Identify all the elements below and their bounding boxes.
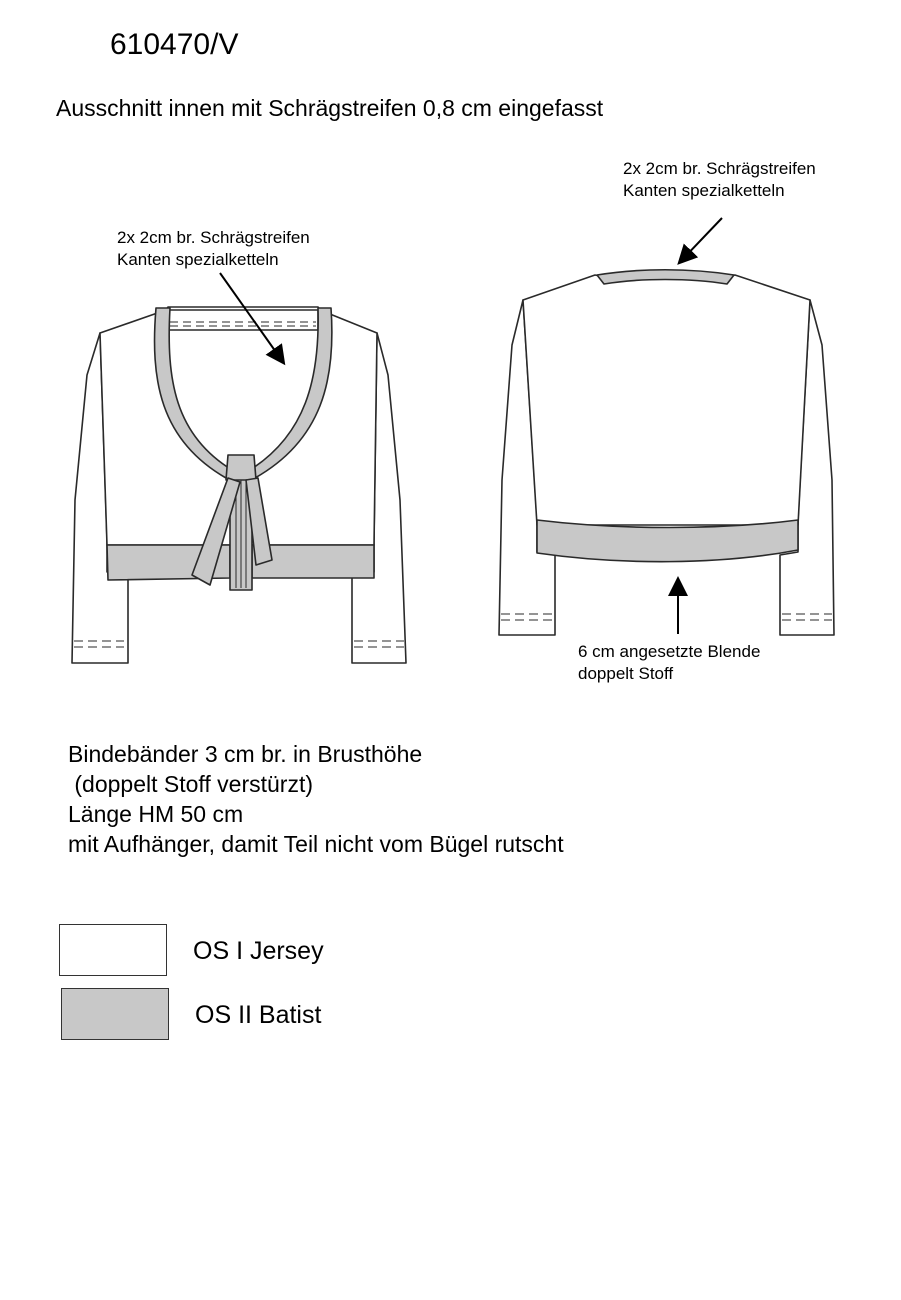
front-note-line-2: Kanten spezialketteln xyxy=(117,250,279,269)
hem-note-line-1: 6 cm angesetzte Blende xyxy=(578,642,761,661)
legend-jersey-swatch xyxy=(59,924,167,976)
notes-line-1: Bindebänder 3 cm br. in Brusthöhe xyxy=(68,741,423,767)
back-body xyxy=(523,275,810,525)
notes-line-4: mit Aufhänger, damit Teil nicht vom Bügel rutscht xyxy=(68,831,564,857)
legend-batist-swatch xyxy=(61,988,169,1040)
front-back-neck-band xyxy=(168,310,318,330)
front-view xyxy=(72,307,406,663)
legend-batist-label: OS II Batist xyxy=(195,1001,322,1029)
back-note-line-1: 2x 2cm br. Schrägstreifen xyxy=(623,159,816,178)
front-note-line-1: 2x 2cm br. Schrägstreifen xyxy=(117,228,310,247)
subtitle: Ausschnitt innen mit Schrägstreifen 0,8 cm eingefasst xyxy=(56,95,604,121)
notes-line-3: Länge HM 50 cm xyxy=(68,801,244,827)
back-neck-arrow xyxy=(680,218,722,262)
notes-line-2: (doppelt Stoff verstürzt) xyxy=(68,771,314,797)
back-hem-band xyxy=(537,520,798,562)
front-tie-knot xyxy=(226,455,256,480)
legend-jersey-label: OS I Jersey xyxy=(193,937,324,965)
back-view xyxy=(499,270,834,635)
model-number: 610470/V xyxy=(110,28,239,61)
hem-note-line-2: doppelt Stoff xyxy=(578,664,674,683)
back-note-line-2: Kanten spezialketteln xyxy=(623,181,785,200)
